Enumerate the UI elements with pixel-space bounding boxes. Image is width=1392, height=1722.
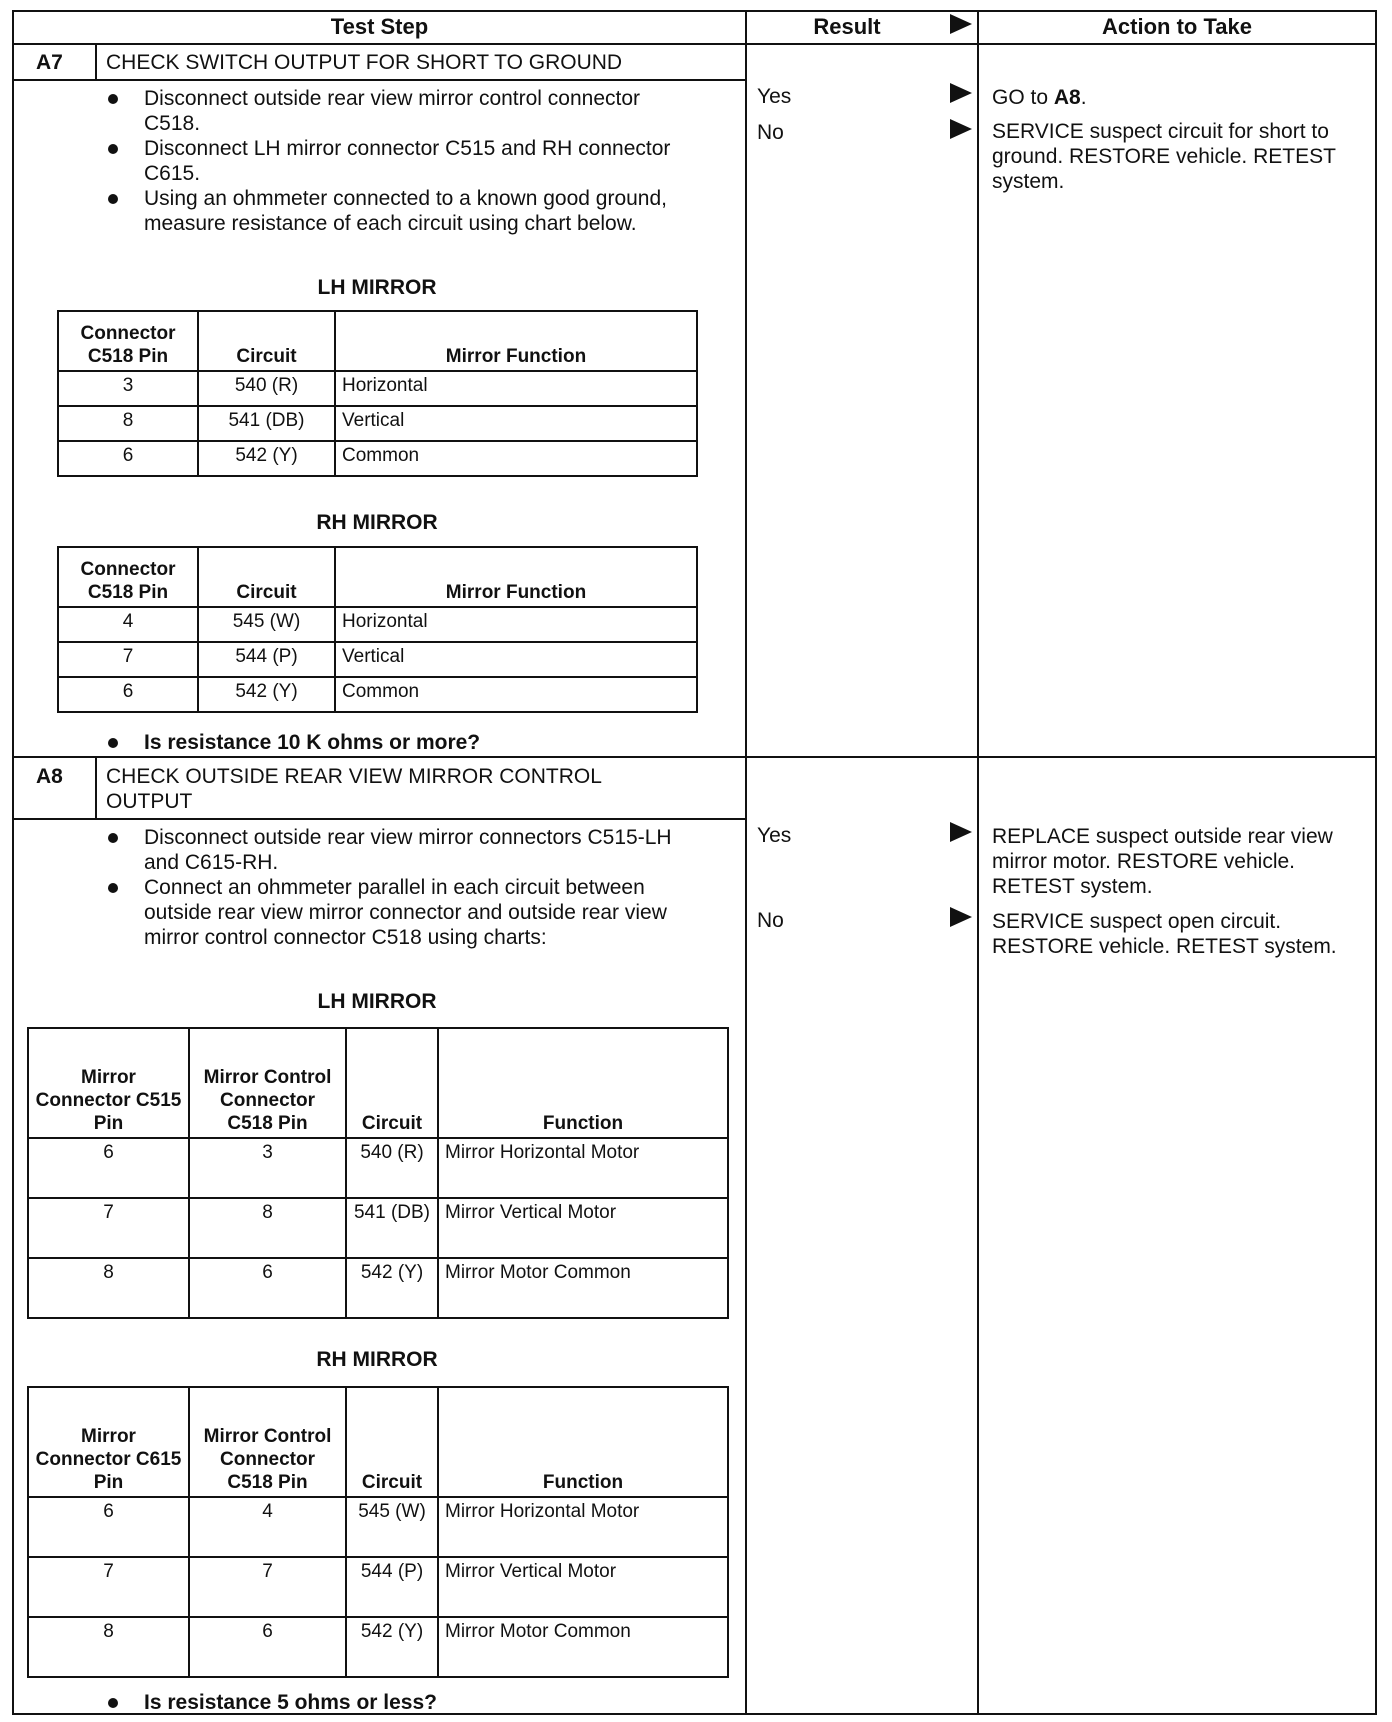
header-result: Result <box>813 14 881 39</box>
cell: 7 <box>28 1198 189 1258</box>
cell: 4 <box>189 1497 346 1557</box>
cell: Mirror Vertical Motor <box>438 1198 728 1258</box>
column-header: Mirror Function <box>335 547 697 607</box>
table-row <box>28 1557 728 1617</box>
header-action: Action to Take <box>1102 14 1252 39</box>
column-header: Mirror Function <box>335 311 697 371</box>
rh-mirror-table <box>27 1386 729 1678</box>
arrow-icon <box>950 14 972 34</box>
cell: 6 <box>189 1617 346 1677</box>
table-row <box>28 1497 728 1557</box>
cell: 7 <box>189 1557 346 1617</box>
list-item: Using an ohmmeter connected to a known good ground, measure resistance of each circuit using chart below. <box>96 186 686 236</box>
column-header: Mirror Connector C615 Pin <box>28 1387 189 1497</box>
divider <box>745 10 747 1715</box>
column-header: Function <box>438 1028 728 1138</box>
cell: Vertical <box>335 642 697 677</box>
divider <box>12 818 745 820</box>
cell: 6 <box>28 1497 189 1557</box>
cell: Mirror Motor Common <box>438 1617 728 1677</box>
cell: Vertical <box>335 406 697 441</box>
column-header: Mirror Connector C515 Pin <box>28 1028 189 1138</box>
divider <box>12 79 745 81</box>
cell: 4 <box>58 607 198 642</box>
cell: 541 (DB) <box>346 1198 438 1258</box>
cell: Horizontal <box>335 607 697 642</box>
column-header: Mirror Control Connector C518 Pin <box>189 1387 346 1497</box>
cell: 8 <box>58 406 198 441</box>
cell: 540 (R) <box>198 371 335 406</box>
cell: 544 (P) <box>346 1557 438 1617</box>
result-yes: Yes <box>757 824 792 847</box>
lh-mirror-title: LH MIRROR <box>317 990 437 1013</box>
table-row <box>58 371 697 406</box>
column-header: Mirror Control Connector C518 Pin <box>189 1028 346 1138</box>
cell: 542 (Y) <box>198 441 335 476</box>
cell: Common <box>335 441 697 476</box>
column-header: Circuit <box>198 311 335 371</box>
list-item: Disconnect outside rear view mirror control connector C518. <box>96 86 686 136</box>
list-item: Disconnect LH mirror connector C515 and RH connector C615. <box>96 136 686 186</box>
action-yes: GO to A8. <box>992 86 1087 109</box>
cell: 545 (W) <box>346 1497 438 1557</box>
cell: Mirror Horizontal Motor <box>438 1138 728 1198</box>
cell: 6 <box>58 677 198 712</box>
column-header: Function <box>438 1387 728 1497</box>
cell: 7 <box>58 642 198 677</box>
column-header: Connector C518 Pin <box>58 547 198 607</box>
action-yes: REPLACE suspect outside rear view mirror motor. RESTORE vehicle. RETEST system. <box>992 825 1333 898</box>
cell: Horizontal <box>335 371 697 406</box>
cell: Mirror Vertical Motor <box>438 1557 728 1617</box>
table-row <box>58 607 697 642</box>
lh-mirror-table <box>27 1027 729 1319</box>
cell: 6 <box>58 441 198 476</box>
column-header: Circuit <box>346 1387 438 1497</box>
table-row <box>58 441 697 476</box>
cell: 545 (W) <box>198 607 335 642</box>
step-id: A8 <box>36 765 63 788</box>
cell: 542 (Y) <box>198 677 335 712</box>
cell: 8 <box>28 1617 189 1677</box>
cell: 544 (P) <box>198 642 335 677</box>
divider <box>977 10 979 1715</box>
table-row <box>58 642 697 677</box>
rh-mirror-title: RH MIRROR <box>316 1348 438 1371</box>
divider <box>12 43 1377 45</box>
cell: 8 <box>189 1198 346 1258</box>
cell: 542 (Y) <box>346 1617 438 1677</box>
cell: 542 (Y) <box>346 1258 438 1318</box>
arrow-icon <box>950 83 972 103</box>
cell: 3 <box>189 1138 346 1198</box>
step-title: CHECK OUTSIDE REAR VIEW MIRROR CONTROL OUTPUT <box>106 765 602 813</box>
question-list <box>96 1690 716 1715</box>
question: Is resistance 5 ohms or less? <box>96 1690 716 1715</box>
cell: Common <box>335 677 697 712</box>
header-test-step: Test Step <box>330 14 429 39</box>
action-no: SERVICE suspect open circuit. RESTORE vehicle. RETEST system. <box>992 910 1337 958</box>
rh-mirror-table <box>57 546 698 713</box>
arrow-icon <box>950 907 972 927</box>
cell: Mirror Motor Common <box>438 1258 728 1318</box>
step-id: A7 <box>36 51 63 74</box>
cell: Mirror Horizontal Motor <box>438 1497 728 1557</box>
arrow-icon <box>950 119 972 139</box>
column-header: Circuit <box>198 547 335 607</box>
table-row <box>28 1617 728 1677</box>
list-item: Disconnect outside rear view mirror connectors C515-LH and C615-RH. <box>96 825 686 875</box>
cell: 540 (R) <box>346 1138 438 1198</box>
column-header: Circuit <box>346 1028 438 1138</box>
table-row <box>28 1198 728 1258</box>
cell: 541 (DB) <box>198 406 335 441</box>
table-row <box>28 1258 728 1318</box>
cell: 3 <box>58 371 198 406</box>
result-no: No <box>757 121 784 144</box>
divider <box>12 756 1377 758</box>
column-header: Connector C518 Pin <box>58 311 198 371</box>
step-title: CHECK SWITCH OUTPUT FOR SHORT TO GROUND <box>106 51 623 74</box>
question-list <box>96 730 716 755</box>
cell: 7 <box>28 1557 189 1617</box>
lh-mirror-title: LH MIRROR <box>317 276 437 299</box>
instruction-list <box>96 86 686 236</box>
cell: 6 <box>28 1138 189 1198</box>
table-row <box>28 1138 728 1198</box>
arrow-icon <box>950 822 972 842</box>
cell: 8 <box>28 1258 189 1318</box>
action-no: SERVICE suspect circuit for short to ground. RESTORE vehicle. RETEST system. <box>992 120 1336 193</box>
lh-mirror-table <box>57 310 698 477</box>
divider <box>95 43 97 79</box>
table-row <box>58 406 697 441</box>
rh-mirror-title: RH MIRROR <box>316 511 438 534</box>
instruction-list <box>96 825 686 950</box>
table-row <box>58 677 697 712</box>
question: Is resistance 10 K ohms or more? <box>96 730 716 755</box>
result-no: No <box>757 909 784 932</box>
result-yes: Yes <box>757 85 792 108</box>
list-item: Connect an ohmmeter parallel in each circuit between outside rear view mirror connector and outside rear view mirror control connector C518 using charts: <box>96 875 686 950</box>
divider <box>95 756 97 818</box>
cell: 6 <box>189 1258 346 1318</box>
